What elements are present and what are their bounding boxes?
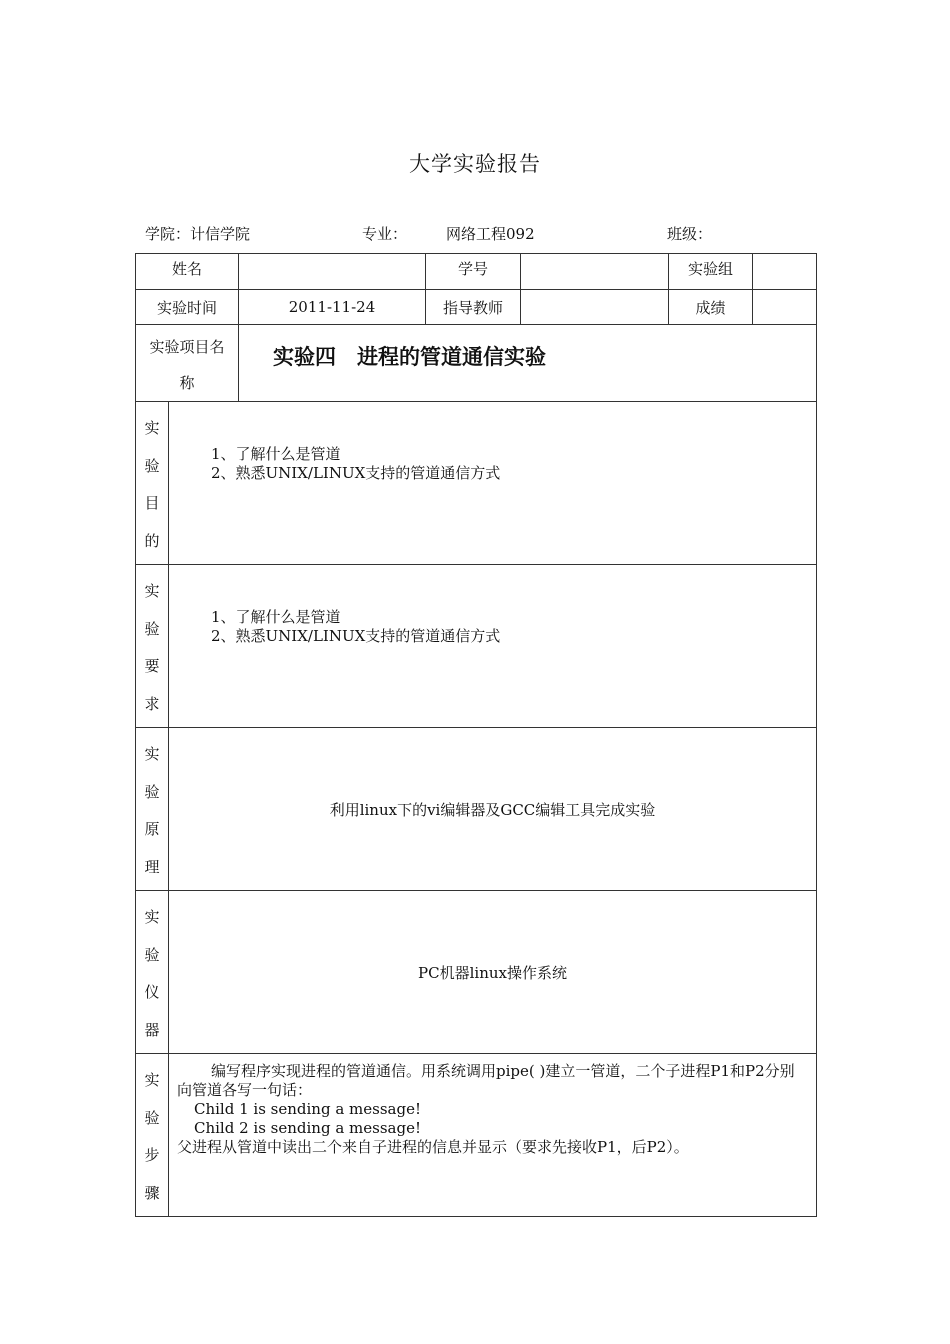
project-label-line1: 实验项目名 <box>149 338 225 356</box>
purpose-label-char: 实 <box>144 419 160 437</box>
grade-label: 成绩 <box>669 290 753 325</box>
steps-label-char: 验 <box>144 1108 160 1127</box>
principle-label-char: 验 <box>144 782 160 801</box>
teacher-value-cell <box>521 290 669 325</box>
project-label-line2: 称 <box>179 374 195 392</box>
requirements-line: 2、熟悉UNIX/LINUX支持的管道通信方式 <box>211 627 501 645</box>
row-time <box>136 290 817 325</box>
steps-label-char: 步 <box>144 1146 160 1164</box>
name-label: 姓名 <box>136 254 239 290</box>
requirements-label-char: 求 <box>144 694 160 713</box>
group-label: 实验组 <box>669 254 753 290</box>
purpose-label-char: 验 <box>144 456 160 475</box>
steps-line: Child 2 is sending a message! <box>194 1119 421 1137</box>
steps-label <box>136 1054 169 1217</box>
section-principle <box>136 728 817 891</box>
report-table <box>135 253 817 1217</box>
principle-label <box>136 728 169 891</box>
major-label: 专业： <box>362 225 408 243</box>
requirements-label-char: 要 <box>144 657 160 675</box>
steps-label-char: 骤 <box>144 1183 160 1202</box>
time-label: 实验时间 <box>136 290 239 325</box>
class-label: 班级： <box>667 225 713 243</box>
purpose-content <box>169 402 817 565</box>
name-value-cell <box>239 254 426 290</box>
section-steps <box>136 1054 817 1217</box>
equipment-label <box>136 891 169 1054</box>
requirements-label-char: 实 <box>144 582 160 600</box>
equipment-label-char: 器 <box>144 1020 160 1039</box>
principle-content: 利用linux下的vi编辑器及GCC编辑工具完成实验 <box>169 728 817 891</box>
equipment-content: PC机器linux操作系统 <box>169 891 817 1054</box>
steps-label-char: 实 <box>144 1071 160 1089</box>
grade-value-cell <box>753 290 817 325</box>
section-purpose <box>136 402 817 565</box>
student-id-label: 学号 <box>426 254 521 290</box>
principle-label-char: 实 <box>144 745 160 763</box>
steps-line: 编写程序实现进程的管道通信。用系统调用pipe( )建立一管道，二个子进程P1和P2分别向管道各写一句话： <box>177 1062 795 1099</box>
time-value: 2011-11-24 <box>239 290 426 325</box>
requirements-label-char: 验 <box>144 619 160 638</box>
steps-line: Child 1 is sending a message! <box>194 1100 421 1118</box>
project-label <box>136 325 239 402</box>
steps-line: 父进程从管道中读出二个来自子进程的信息并显示（要求先接收P1，后P2）。 <box>177 1138 689 1156</box>
purpose-line: 1、了解什么是管道 <box>211 445 341 463</box>
group-value-cell <box>753 254 817 290</box>
principle-label-char: 原 <box>144 820 160 838</box>
purpose-line: 2、熟悉UNIX/LINUX支持的管道通信方式 <box>211 464 501 482</box>
requirements-content <box>169 565 817 728</box>
row-name <box>136 254 817 290</box>
requirements-label <box>136 565 169 728</box>
requirements-line: 1、了解什么是管道 <box>211 608 341 626</box>
equipment-label-char: 验 <box>144 945 160 964</box>
student-id-value-cell <box>521 254 669 290</box>
project-title: 实验四 进程的管道通信实验 <box>239 325 817 402</box>
principle-label-char: 理 <box>144 857 160 876</box>
teacher-label: 指导教师 <box>426 290 521 325</box>
section-equipment <box>136 891 817 1054</box>
purpose-label-char: 目 <box>144 494 160 512</box>
purpose-label-char: 的 <box>144 531 160 550</box>
equipment-label-char: 实 <box>144 908 160 926</box>
steps-content <box>169 1054 817 1217</box>
section-requirements <box>136 565 817 728</box>
document-title: 大学实验报告 <box>409 152 541 176</box>
equipment-label-char: 仪 <box>144 983 160 1001</box>
major-value: 网络工程092 <box>446 225 535 243</box>
college-field: 学院：计信学院 <box>145 225 251 243</box>
purpose-label <box>136 402 169 565</box>
row-project <box>136 325 817 402</box>
